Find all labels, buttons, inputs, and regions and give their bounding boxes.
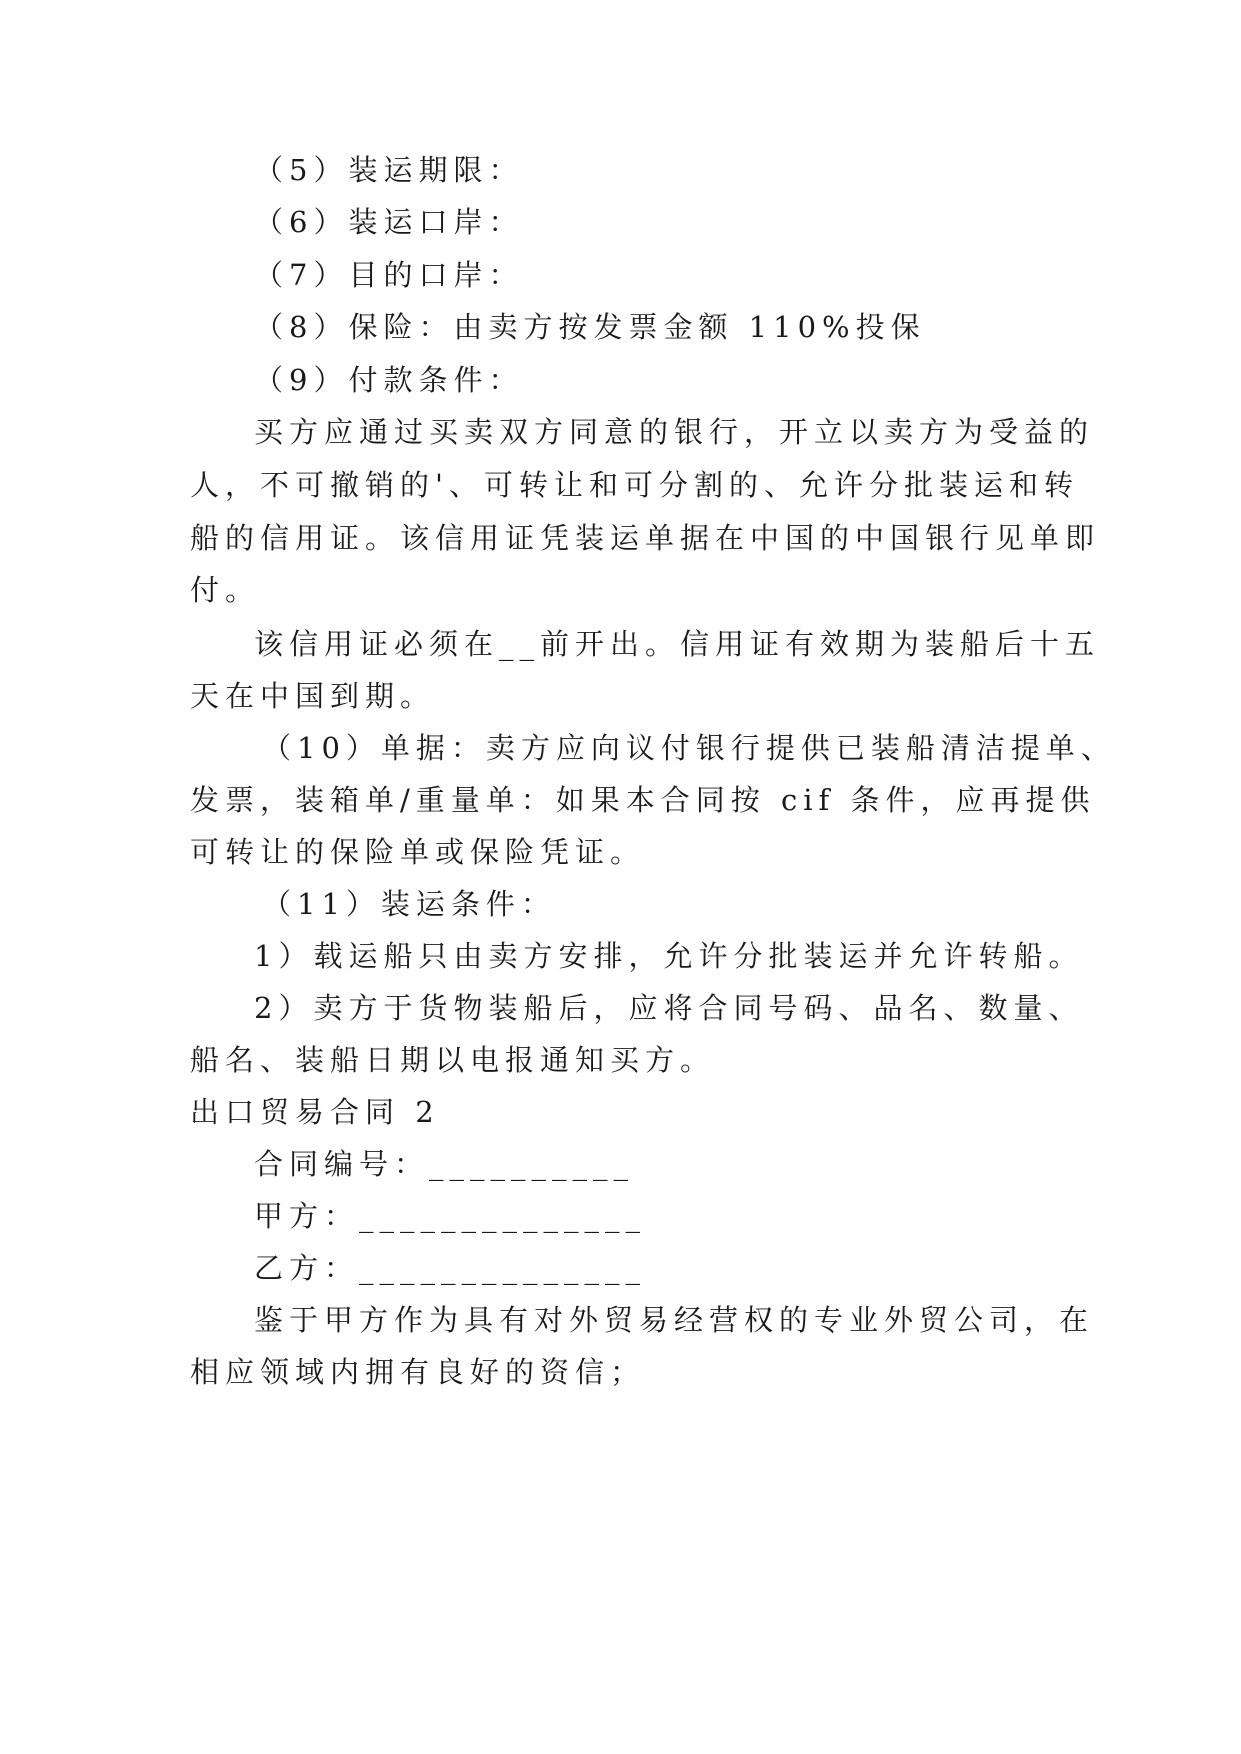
paragraph-line: 船的信用证。该信用证凭装运单据在中国的中国银行见单即 (190, 521, 1101, 555)
clause-11: （11）装运条件： (262, 887, 556, 921)
party-a-row (254, 1196, 646, 1236)
sub-item-2: 2）卖方于货物装船后，应将合同号码、品名、数量、 (254, 991, 1084, 1025)
paragraph-line: 鉴于甲方作为具有对外贸易经营权的专业外贸公司，在 (254, 1303, 1095, 1337)
party-a-blank: ______________ (359, 1199, 647, 1233)
clause-6: （6）装运口岸： (254, 205, 524, 239)
paragraph-line: 船名、装船日期以电报通知买方。 (190, 1043, 716, 1077)
paragraph-line: 付。 (190, 573, 261, 607)
clause-8: （8）保险：由卖方按发票金额 110%投保 (254, 310, 926, 344)
paragraph-line: 该信用证必须在__前开出。信用证有效期为装船后十五 (254, 627, 1101, 661)
party-b-row (254, 1248, 646, 1288)
paragraph-line: 发票，装箱单/重量单：如果本合同按 cif 条件，应再提供 (190, 783, 1096, 817)
party-b-blank: ______________ (359, 1251, 647, 1285)
clause-7: （7）目的口岸： (254, 258, 524, 292)
clause-10: （10）单据：卖方应向议付银行提供已装船清洁提单、 (262, 731, 1116, 765)
paragraph-line: 买方应通过买卖双方同意的银行，开立以卖方为受益的 (254, 415, 1095, 449)
clause-9: （9）付款条件： (254, 363, 524, 397)
section-title: 出口贸易合同 2 (190, 1095, 440, 1129)
sub-item-1: 1）载运船只由卖方安排，允许分批装运并允许转船。 (254, 939, 1084, 973)
contract-number-label: 合同编号： (254, 1147, 430, 1181)
paragraph-line: 可转让的保险单或保险凭证。 (190, 835, 646, 869)
party-a-label: 甲方： (254, 1199, 360, 1233)
paragraph-line: 相应领域内拥有良好的资信； (190, 1355, 646, 1389)
paragraph-line: 天在中国到期。 (190, 679, 436, 713)
contract-number-row (254, 1144, 634, 1184)
contract-number-blank: __________ (429, 1147, 635, 1181)
party-b-label: 乙方： (254, 1251, 360, 1285)
paragraph-line: 人，不可撤销的'、可转让和可分割的、允许分批装运和转 (190, 468, 1079, 502)
clause-5: （5）装运期限： (254, 153, 524, 187)
